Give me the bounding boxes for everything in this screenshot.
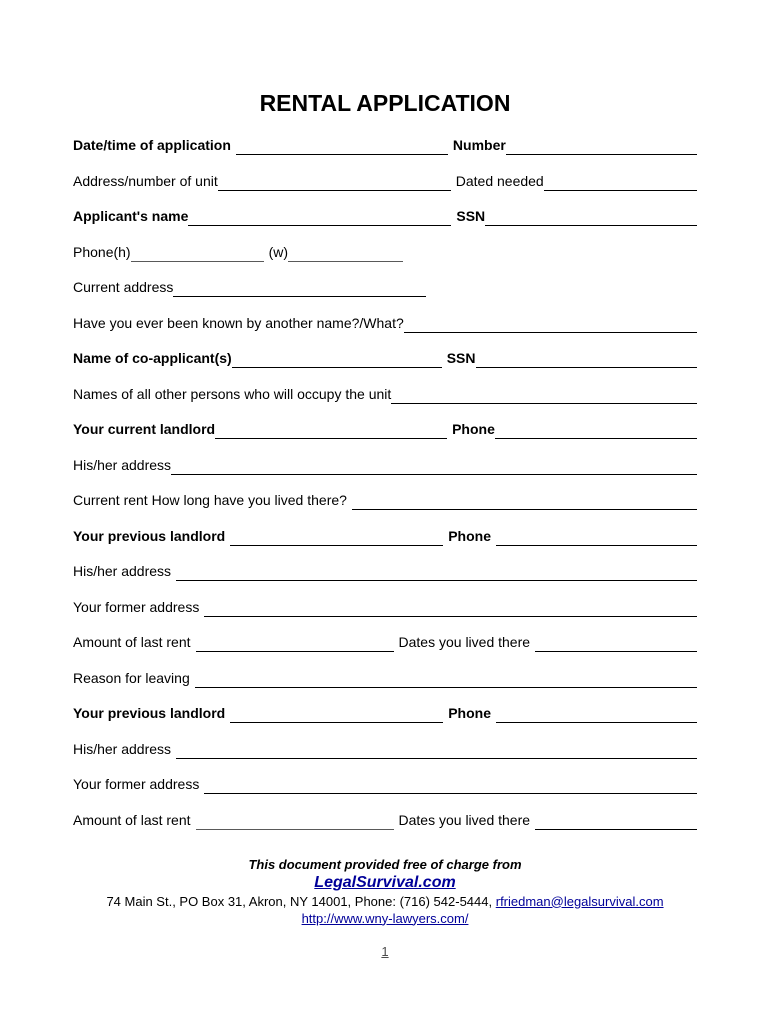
blank-line[interactable] (176, 566, 697, 581)
field-label: Number (452, 137, 506, 153)
page-number: 1 (381, 943, 389, 959)
blank-line[interactable] (230, 531, 443, 546)
field-label: Your previous landlord (73, 705, 226, 721)
blank-line[interactable] (188, 211, 451, 226)
footer-note: This document provided free of charge from (248, 856, 522, 872)
form-row (73, 241, 697, 262)
blank-line[interactable] (506, 140, 697, 155)
blank-line[interactable] (204, 779, 697, 794)
brand-link[interactable]: LegalSurvival.com (314, 873, 456, 891)
field-label: Phone(h) (73, 243, 131, 260)
field-label: Dated needed (455, 172, 544, 189)
field-label: Phone (448, 705, 491, 721)
field-label: His/her address (73, 456, 172, 473)
field-label: Applicant's name (73, 208, 189, 224)
form-row (73, 454, 697, 475)
blank-line[interactable] (535, 637, 697, 652)
field-label: SSN (446, 350, 476, 366)
form-row (73, 383, 697, 404)
email-link[interactable]: rfriedman@legalsurvival.com (495, 893, 664, 909)
form-row (73, 489, 697, 510)
footer-brand-line (73, 873, 697, 893)
form-row (73, 631, 697, 652)
field-label: Your current landlord (73, 421, 216, 437)
form-row (73, 418, 697, 439)
blank-line[interactable] (535, 815, 697, 830)
form-row (73, 134, 697, 155)
form-row (73, 738, 697, 759)
form-row (73, 809, 697, 830)
field-label: Name of co-applicant(s) (73, 350, 232, 366)
blank-line[interactable] (195, 673, 697, 688)
footer-address-line (73, 893, 697, 910)
blank-line[interactable] (232, 353, 442, 368)
field-label: Phone (448, 527, 491, 544)
field-label: Your former address (73, 598, 200, 615)
field-label: His/her address (73, 563, 172, 579)
website-link[interactable]: http://www.wny-lawyers.com/ (301, 910, 469, 926)
field-label: His/her address (73, 740, 172, 757)
footer (73, 856, 697, 927)
form-row (73, 525, 697, 546)
blank-line[interactable] (544, 176, 697, 191)
form-row (73, 667, 697, 688)
field-label: Names of all other persons who will occupy the unit (73, 385, 392, 402)
page-title: RENTAL APPLICATION (259, 90, 511, 116)
form-rows (73, 134, 697, 830)
footer-url-line (73, 910, 697, 927)
form-row (73, 276, 697, 297)
footer-address-text: 74 Main St., PO Box 31, Akron, NY 14001, Phone: (716) 542-5444, (106, 893, 496, 909)
blank-line[interactable] (218, 176, 451, 191)
blank-line[interactable] (196, 637, 394, 652)
blank-line[interactable] (173, 282, 426, 297)
field-label: Phone (452, 421, 495, 437)
field-label: Your previous landlord (73, 527, 226, 544)
field-label: Date/time of application (73, 137, 231, 153)
field-label: Dates you lived there (398, 811, 531, 828)
field-label: SSN (456, 208, 486, 224)
blank-line[interactable] (230, 708, 443, 723)
blank-line[interactable] (352, 495, 697, 510)
blank-line[interactable] (288, 247, 403, 262)
blank-line[interactable] (215, 424, 447, 439)
blank-line[interactable] (236, 140, 448, 155)
blank-line[interactable] (404, 318, 697, 333)
field-label: Current rent How long have you lived there? (73, 492, 347, 508)
blank-line[interactable] (495, 424, 697, 439)
form-row (73, 560, 697, 581)
blank-line[interactable] (131, 247, 264, 262)
field-label: (w) (268, 243, 289, 260)
field-label: Current address (73, 279, 174, 295)
blank-line[interactable] (176, 744, 697, 759)
form-row (73, 205, 697, 226)
blank-line[interactable] (485, 211, 697, 226)
field-label: Amount of last rent (73, 634, 191, 650)
blank-line[interactable] (496, 531, 697, 546)
blank-line[interactable] (476, 353, 698, 368)
form-row (73, 702, 697, 723)
form-row (73, 347, 697, 368)
form-row (73, 773, 697, 794)
blank-line[interactable] (204, 602, 697, 617)
field-label: Reason for leaving (73, 669, 190, 686)
blank-line[interactable] (391, 389, 697, 404)
field-label: Dates you lived there (398, 634, 531, 650)
blank-line[interactable] (196, 815, 394, 830)
blank-line[interactable] (496, 708, 697, 723)
field-label: Address/number of unit (73, 172, 218, 189)
field-label: Your former address (73, 776, 200, 792)
form-row (73, 170, 697, 191)
field-label: Have you ever been known by another name?/What? (73, 314, 404, 331)
field-label: Amount of last rent (73, 811, 191, 828)
form-row (73, 596, 697, 617)
blank-line[interactable] (171, 460, 697, 475)
form-row (73, 312, 697, 333)
